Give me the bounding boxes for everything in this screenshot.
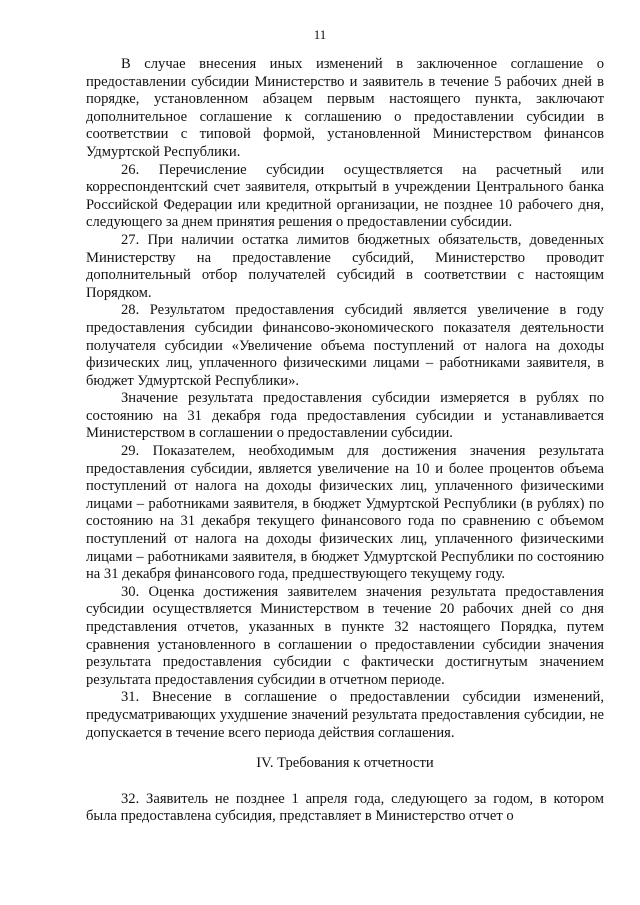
paragraph-30: 30. Оценка достижения заявителем значения результата предоставления субсидии осуществляется Министерством в течение 20 рабочих дней со дня представления отчетов, указанных в пункте 32 настоящего Порядка, путем сравнения установленного в соглашении о предоставлении субсидии значения результата предоставления субсидии с фактически достигнутым значением результата предоставления субсидии в отчетном периоде. <box>86 583 604 688</box>
paragraph-26: 26. Перечисление субсидии осуществляется на расчетный или корреспондентский счет заявителя, открытый в учреждении Центрального банка Российской Федерации или кредитной организации, не позднее 10 рабочего дня, следующего за днем принятия решения о предоставлении субсидии. <box>86 161 604 231</box>
paragraph-amendment: В случае внесения иных изменений в заключенное соглашение о предоставлении субсидии Министерство и заявитель в течение 5 рабочих дней в порядке, установленном абзацем первым настоящего пункта, заключают дополнительное соглашение к соглашению о предоставлении субсидии в соответствии с типовой формой, установленной Министерством финансов Удмуртской Республики. <box>86 56 604 160</box>
document-body <box>86 56 604 826</box>
paragraph-31: 31. Внесение в соглашение о предоставлении субсидии изменений, предусматривающих ухудшение значений результата предоставления субсидии, не допускается в течение всего периода действия соглашения. <box>86 689 604 741</box>
page-number: 11 <box>313 27 327 42</box>
paragraph-28: 28. Результатом предоставления субсидий является увеличение в году предоставления субсидии финансово-экономического показателя деятельности получателя субсидии «Увеличение объема поступлений от налога на доходы физических лиц, уплаченного физическими лицами – работниками заявителя, в бюджет Удмуртской Республики». <box>86 302 604 389</box>
paragraph-28-value: Значение результата предоставления субсидии измеряется в рублях по состоянию на 31 декабря года предоставления субсидии и устанавливается Министерством в соглашении о предоставлении субсидии. <box>86 390 604 442</box>
section-heading: IV. Требования к отчетности <box>256 755 434 772</box>
paragraph-27: 27. При наличии остатка лимитов бюджетных обязательств, доведенных Министерству на предоставление субсидий, Министерство проводит дополнительный отбор получателей субсидий в соответствии с настоящим Порядком. <box>86 231 604 301</box>
paragraph-32: 32. Заявитель не позднее 1 апреля года, следующего за годом, в котором была предоставлена субсидия, представляет в Министерство отчет о <box>86 790 604 825</box>
paragraph-29: 29. Показателем, необходимым для достижения значения результата предоставления субсидии, является увеличение на 10 и более процентов объема поступлений от налога на доходы физических лиц, уплаченного физическими лицами – работниками заявителя, в бюджет Удмуртской Республики (в рублях) по состоянию на 31 декабря текущего финансового года по сравнению с объемом поступлений от налога на доходы физических лиц, уплаченного физическими лицами – работниками заявителя, в бюджет Удмуртской Республики по состоянию на 31 декабря финансового года, предшествующего текущему году. <box>86 443 604 583</box>
